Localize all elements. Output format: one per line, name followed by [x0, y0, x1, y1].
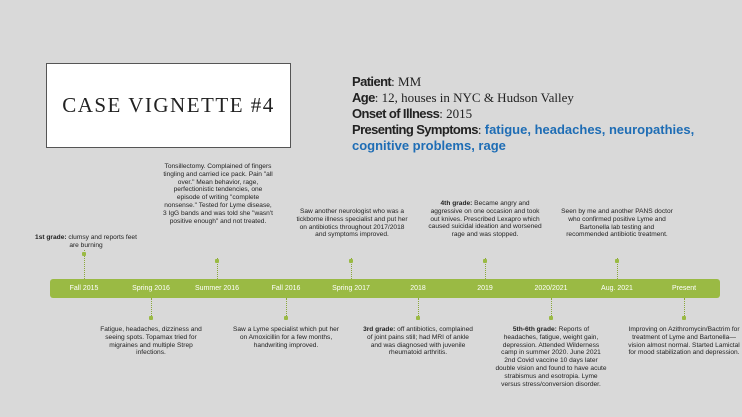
- note-below-present: [628, 326, 740, 357]
- note-below-2020-2021: [495, 326, 607, 388]
- note-below-2018: [362, 326, 474, 357]
- note-text: Fatigue, headaches, dizziness and seeing spots. Topamax tried for migraines and multiple Strep infections.: [100, 326, 202, 357]
- note-text: off antibiotics, complained of joint pains still; had MRI of ankle and was diagnosed with juvenile rheumatoid arthritis.: [367, 326, 473, 357]
- connector-dot-8: [416, 316, 420, 320]
- timeline-label-aug-2021: Aug. 2021: [601, 285, 633, 292]
- connector-dot-7: [284, 316, 288, 320]
- timeline-label-fall-2016: Fall 2016: [271, 285, 301, 292]
- note-below-spring-2016: [95, 326, 207, 357]
- note-text: Seen by me and another PANS doctor who confirmed positive Lyme and Bartonella lab testing and recommended antibiotic treatment.: [561, 208, 673, 239]
- page-title: CASE VIGNETTE #4: [62, 93, 275, 117]
- onset-value: : 2015: [439, 106, 473, 121]
- timeline-label-spring-2016: Spring 2016: [132, 285, 170, 292]
- note-above-spring-2017: [296, 208, 408, 239]
- connector-dot-9: [549, 316, 553, 320]
- note-text: clumsy and reports feet are burning: [66, 234, 137, 249]
- onset-row: [352, 106, 742, 122]
- connector-dot-1: [82, 252, 86, 256]
- title-box: [46, 63, 291, 148]
- patient-row: [352, 74, 742, 90]
- note-text: Saw another neurologist who was a tickborne illness specialist and put her on antibiotics throughout 2017/2018 and symptoms improved.: [296, 208, 408, 239]
- note-grade: 3rd grade:: [363, 326, 396, 333]
- note-grade: 5th-6th grade:: [512, 326, 557, 333]
- age-row: [352, 90, 742, 106]
- connector-dot-2: [215, 259, 219, 263]
- onset-label: Onset of Illness: [352, 106, 440, 121]
- symptoms-sep: :: [477, 122, 485, 137]
- symptoms-line1: fatigue, headaches, neuropathies,: [484, 122, 695, 137]
- note-text: Tonsillectomy. Complained of fingers tingling and carried ice pack. Pain "all over." Mean behavior, rage, perfectionistic tendencies, one episode of writing "complete nonsense." Tested for Lyme disease, 3 IgG bands and was told she "wasn't positive enough" and not treated.: [163, 163, 273, 225]
- note-grade: 4th grade:: [440, 200, 473, 207]
- note-below-fall-2016: [230, 326, 342, 349]
- patient-label: Patient: [352, 74, 392, 89]
- timeline-label-2020-2021: 2020/2021: [534, 285, 568, 292]
- connector-dot-10: [682, 316, 686, 320]
- note-text: Reports of headaches, fatigue, weight gain, depression. Attended Wilderness camp in summer 2020. June 2021 2nd Covid vaccine 10 days later double vision and found to have acute strabismus and esotropia. Lyme versus stress/conversion disorder.: [495, 326, 607, 388]
- note-above-summer-2016: [162, 163, 274, 225]
- connector-dot-6: [149, 316, 153, 320]
- symptoms-line2: cognitive problems, rage: [352, 138, 506, 153]
- note-above-2019: [428, 200, 542, 239]
- age-label: Age: [352, 90, 375, 105]
- patient-value: : MM: [391, 74, 422, 89]
- note-text: Saw a Lyme specialist which put her on Amoxicillin for a few months, handwriting improved.: [232, 326, 340, 349]
- note-above-aug-2021: [561, 208, 673, 239]
- timeline-label-spring-2017: Spring 2017: [332, 285, 370, 292]
- connector-dot-4: [483, 259, 487, 263]
- patient-info: [352, 74, 742, 154]
- note-grade: 1st grade:: [35, 234, 67, 241]
- note-text: Improving on Azithromycin/Bactrim for treatment of Lyme and Bartonella—vision almost normal. Started Lamictal for mood stabilization and depression.: [628, 326, 740, 357]
- connector-dot-3: [349, 259, 353, 263]
- note-text: Became angry and aggressive on one occasion and took out knives. Prescribed Lexapro which caused suicidal ideation and worsened rage and was stopped.: [428, 200, 542, 239]
- timeline-label-fall-2015: Fall 2015: [69, 285, 99, 292]
- timeline-label-present: Present: [671, 285, 697, 292]
- note-above-fall-2015: [30, 234, 142, 250]
- connector-dot-5: [615, 259, 619, 263]
- symptoms-row-2: [352, 138, 742, 154]
- timeline-label-2019: 2019: [477, 285, 493, 292]
- symptoms-row: [352, 122, 742, 138]
- timeline-label-2018: 2018: [410, 285, 426, 292]
- symptoms-label: Presenting Symptoms: [352, 122, 478, 137]
- timeline-label-summer-2016: Summer 2016: [195, 285, 239, 292]
- age-value: : 12, houses in NYC & Hudson Valley: [374, 90, 574, 105]
